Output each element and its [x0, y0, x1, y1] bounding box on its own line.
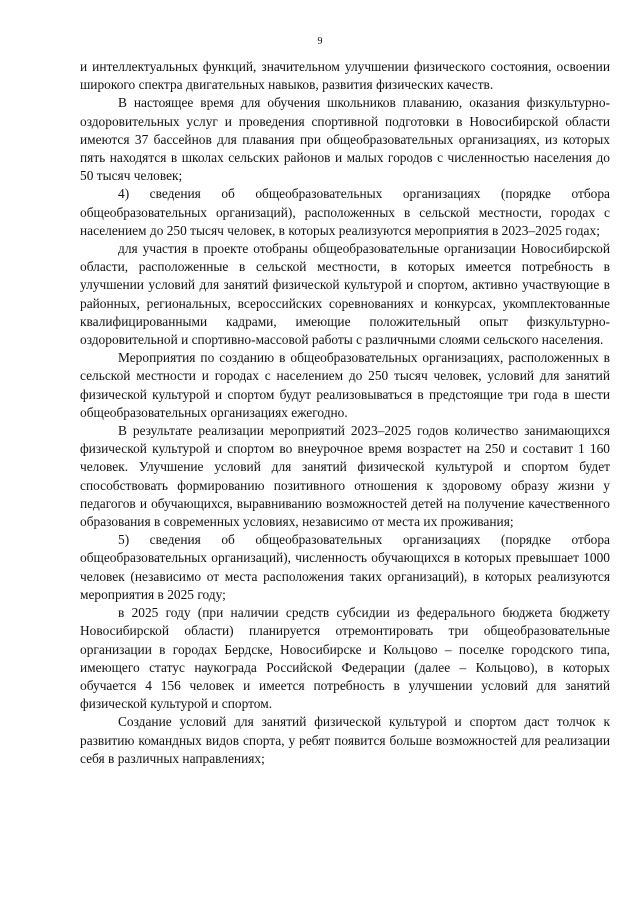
- paragraph-continuation: и интеллектуальных функций, значительном улучшении физического состояния, освоении широкого спектра двигательных навыков, развития физических качеств.: [80, 59, 610, 93]
- paragraph-results: В результате реализации мероприятий 2023–2025 годов количество занимающихся физической культурой и спортом во внеурочное время возрастет на 250 и составит 1 160 человек. Улучшение условий для занятий физической культурой и спортом будет способствовать формированию позитивного отношения к здоровому образу жизни у педагогов и обучающихся, выравниванию возможностей детей на получение качественного образования в современных условиях, независимо от места их проживания;: [80, 423, 610, 530]
- paragraph-conclusion: Создание условий для занятий физической культурой и спортом даст толчок к развитию командных видов спорта, у ребят появится больше возможностей для реализации себя в различных направлениях;: [80, 714, 610, 766]
- body-text: [80, 58, 610, 768]
- paragraph-item-5: 5) сведения об общеобразовательных организациях (порядке отбора общеобразовательных организаций), численность обучающихся в которых превышает 1000 человек (независимо от места расположения таких организаций), в которых реализуются мероприятия в 2025 году;: [80, 532, 610, 602]
- paragraph-measures: Мероприятия по созданию в общеобразовательных организациях, расположенных в сельской местности и городах с населением до 250 тысяч человек, условий для занятий физической культурой и спортом будут реализовываться в предстоящие три года в шести общеобразовательных организациях ежегодно.: [80, 350, 610, 420]
- paragraph-repair-plan: в 2025 году (при наличии средств субсидии из федерального бюджета бюджету Новосибирской области) планируется отремонтировать три общеобразовательные организации в городах Бердске, Новосибирске и Кольцово – поселке городского типа, имеющего статус наукограда Российской Федерации (далее – Кольцово), в которых обучается 4 156 человек и имеется потребность в улучшении условий для занятий физической культурой и спортом.: [80, 605, 610, 712]
- paragraph-pools: В настоящее время для обучения школьников плаванию, оказания физкультурно-оздоровительных услуг и проведения спортивной подготовки в Новосибирской области имеются 37 бассейнов для плавания при общеобразовательных организациях, из которых пять находятся в школах сельских районов и малых городов с численностью населения до 50 тысяч человек;: [80, 95, 610, 184]
- paragraph-selection: для участия в проекте отобраны общеобразовательные организации Новосибирской области, расположенные в сельской местности, в которых имеется потребность в улучшении условий для занятий физической культурой и спортом, активно участвующие в районных, региональных, всероссийских соревнованиях и конкурсах, укомплектованные квалифицированными кадрами, имеющие положительный опыт физкультурно-оздоровительной и спортивно-массовой работы с различными слоями сельского населения.: [80, 241, 610, 348]
- page-number: 9: [317, 36, 323, 47]
- paragraph-item-4: 4) сведения об общеобразовательных организациях (порядке отбора общеобразовательных организаций), расположенных в сельской местности, городах с населением до 250 тысяч человек, в которых реализуются мероприятия в 2023–2025 годах;: [80, 186, 610, 238]
